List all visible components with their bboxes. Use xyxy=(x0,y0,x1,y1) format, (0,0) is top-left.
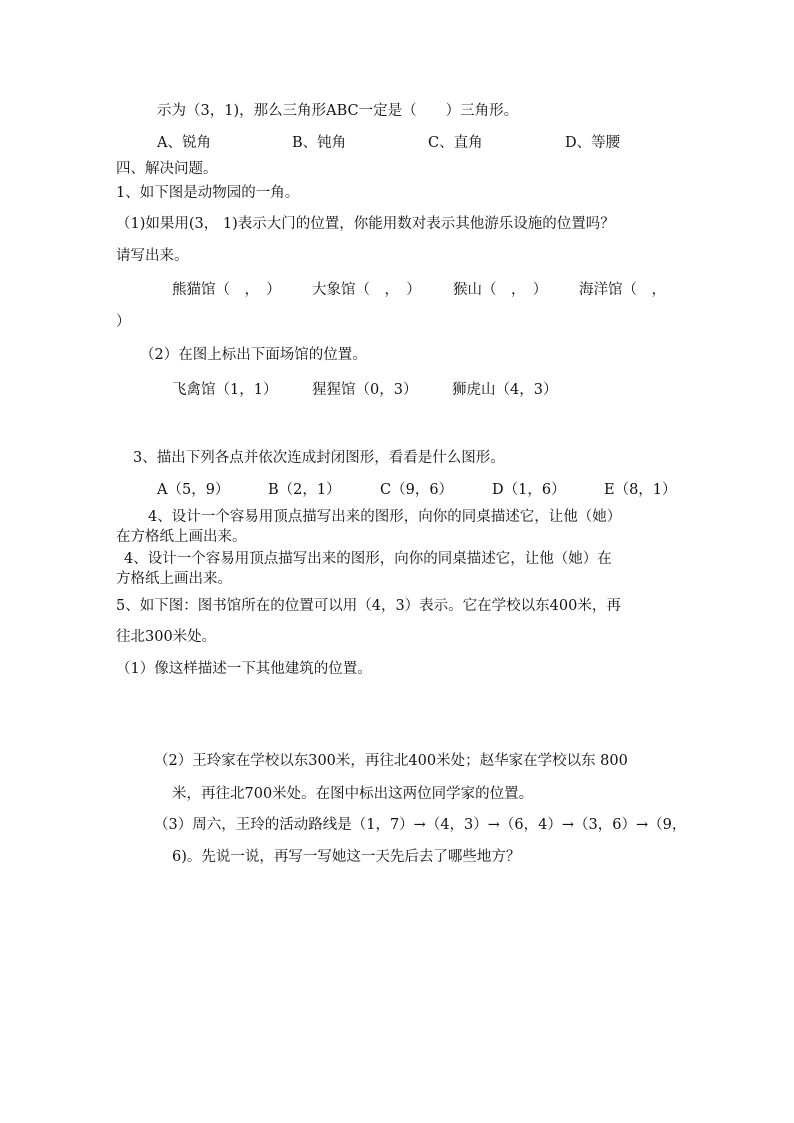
venue-ape-hall: 猩猩馆（0，3） xyxy=(312,382,418,398)
problem-1-sub1-line2: 请写出来。 xyxy=(116,248,189,264)
section-heading: 四、解决问题。 xyxy=(116,161,218,177)
point-c: C（9，6） xyxy=(380,482,454,498)
problem-5-line2: 往北300米处。 xyxy=(116,629,217,645)
choice-d: D、等腰 xyxy=(565,135,621,151)
problem-4a-line2: 在方格纸上画出来。 xyxy=(116,529,247,545)
problem-5-sub2-line2: 米，再往北700米处。在图中标出这两位同学家的位置。 xyxy=(172,786,534,802)
problem-5-sub3-line1: （3）周六，王玲的活动路线是（1，7）→（4，3）→（6，4）→（3，6）→（9， xyxy=(154,817,687,833)
venue-monkey-hill: 猴山（ ， ） xyxy=(453,282,548,298)
problem-4b-line2: 方格纸上画出来。 xyxy=(116,571,232,587)
problem-5-sub1: （1）像这样描述一下其他建筑的位置。 xyxy=(116,661,372,677)
venue-aquarium: 海洋馆（ ， xyxy=(579,282,666,298)
problem-1-sub2-title: （2）在图上标出下面场馆的位置。 xyxy=(140,347,367,363)
problem-5-sub2-line1: （2）王玲家在学校以东300米，再往北400米处；赵华家在学校以东 800 xyxy=(154,753,628,769)
point-b: B（2，1） xyxy=(268,482,341,498)
point-d: D（1，6） xyxy=(492,482,566,498)
venue-wrap-paren: ） xyxy=(116,314,131,330)
problem-1-title: 1、如下图是动物园的一角。 xyxy=(116,185,300,201)
venue-lion-tiger-hill: 狮虎山（4，3） xyxy=(452,382,558,398)
point-a: A（5，9） xyxy=(157,482,230,498)
choice-c: C、直角 xyxy=(428,135,483,151)
problem-3-title: 3、描出下列各点并依次连成封闭图形，看看是什么图形。 xyxy=(133,450,505,466)
q3-question-text: 示为（3，1)，那么三角形ABC一定是（ ）三角形。 xyxy=(157,103,519,119)
venue-bird-hall: 飞禽馆（1，1） xyxy=(172,382,278,398)
choice-b: B、钝角 xyxy=(292,135,347,151)
problem-5-line1: 5、如下图：图书馆所在的位置可以用（4，3）表示。它在学校以东400米，再 xyxy=(116,598,621,614)
problem-4a-line1: 4、设计一个容易用顶点描写出来的图形，向你的同桌描述它，让他（她） xyxy=(148,509,622,525)
venue-elephant: 大象馆（ ， ） xyxy=(312,282,421,298)
point-e: E（8，1） xyxy=(604,482,677,498)
venue-panda: 熊猫馆（ ， ） xyxy=(172,282,281,298)
choice-a: A、锐角 xyxy=(157,135,211,151)
problem-5-sub3-line2: 6)。先说一说，再写一写她这一天先后去了哪些地方？ xyxy=(172,849,521,865)
problem-4b-line1: 4、设计一个容易用顶点描写出来的图形，向你的同桌描述它，让他（她）在 xyxy=(124,551,612,567)
problem-1-sub1-line1: （1)如果用(3， 1)表示大门的位置，你能用数对表示其他游乐设施的位置吗？ xyxy=(116,216,615,232)
